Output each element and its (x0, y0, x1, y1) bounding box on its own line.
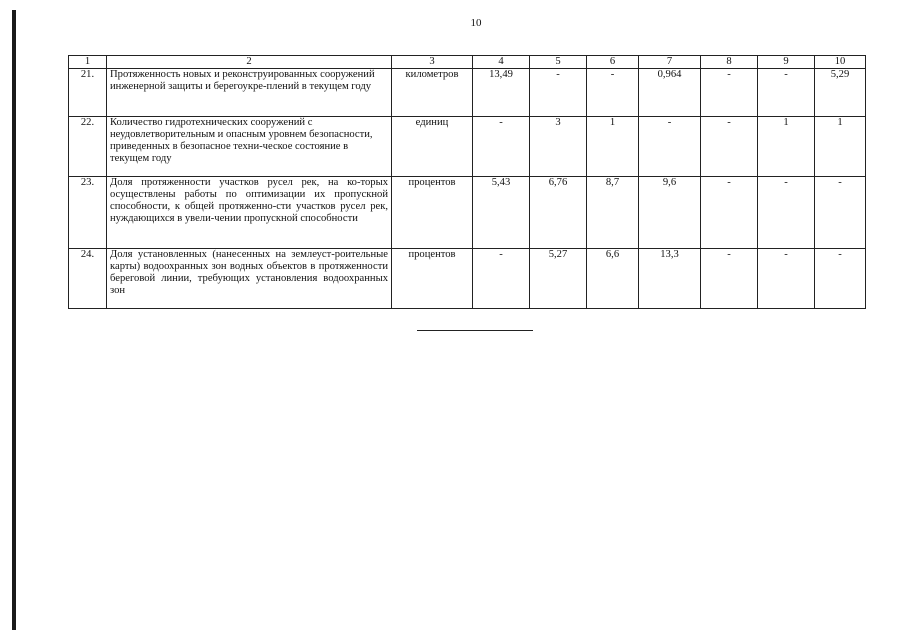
column-header: 8 (701, 56, 758, 69)
indicator-name: Протяженность новых и реконструированных сооружений инженерной защиты и берегоукре-плений в текущем году (107, 69, 392, 117)
row-number: 21. (69, 69, 107, 117)
value-cell: - (701, 117, 758, 177)
value-cell: 13,49 (473, 69, 530, 117)
table-row (69, 69, 866, 117)
column-header: 7 (639, 56, 701, 69)
column-header: 10 (815, 56, 866, 69)
end-divider-line (417, 330, 533, 331)
value-cell: 5,29 (815, 69, 866, 117)
value-cell: 8,7 (587, 177, 639, 249)
value-cell: - (473, 117, 530, 177)
header-row (69, 56, 866, 69)
column-header: 5 (530, 56, 587, 69)
indicator-name: Доля протяженности участков русел рек, на ко-торых осуществлены работы по оптимизации их пропускной способности, к общей протяженно-сти участков русел рек, нуждающихся в увели-чении пропускной способности (107, 177, 392, 249)
value-cell: 3 (530, 117, 587, 177)
value-cell: - (701, 249, 758, 309)
table-row (69, 117, 866, 177)
column-header: 1 (69, 56, 107, 69)
value-cell: - (587, 69, 639, 117)
row-number: 22. (69, 117, 107, 177)
value-cell: 5,43 (473, 177, 530, 249)
value-cell: 13,3 (639, 249, 701, 309)
indicator-name: Доля установленных (нанесенных на землеуст-роительные карты) водоохранных зон водных объектов в протяженности береговой линии, требующих установления водоохранных зон (107, 249, 392, 309)
value-cell: - (758, 177, 815, 249)
value-cell: - (701, 69, 758, 117)
left-margin-bar (12, 10, 16, 630)
column-header: 9 (758, 56, 815, 69)
value-cell: - (758, 69, 815, 117)
value-cell: - (815, 249, 866, 309)
value-cell: - (701, 177, 758, 249)
table-row (69, 249, 866, 309)
value-cell: 6,6 (587, 249, 639, 309)
value-cell: 5,27 (530, 249, 587, 309)
unit-cell: процентов (392, 249, 473, 309)
value-cell: - (639, 117, 701, 177)
value-cell: - (815, 177, 866, 249)
table-row (69, 177, 866, 249)
value-cell: 9,6 (639, 177, 701, 249)
value-cell: - (473, 249, 530, 309)
page-number: 10 (470, 17, 482, 29)
column-header: 6 (587, 56, 639, 69)
unit-cell: процентов (392, 177, 473, 249)
value-cell: - (530, 69, 587, 117)
column-header: 2 (107, 56, 392, 69)
value-cell: 6,76 (530, 177, 587, 249)
row-number: 23. (69, 177, 107, 249)
unit-cell: километров (392, 69, 473, 117)
indicator-name: Количество гидротехнических сооружений с неудовлетворительным и опасным уровнем безопасности, приведенных в безопасное техни-ческое состояние в текущем году (107, 117, 392, 177)
value-cell: 0,964 (639, 69, 701, 117)
value-cell: 1 (587, 117, 639, 177)
value-cell: 1 (815, 117, 866, 177)
column-header: 4 (473, 56, 530, 69)
unit-cell: единиц (392, 117, 473, 177)
row-number: 24. (69, 249, 107, 309)
value-cell: 1 (758, 117, 815, 177)
value-cell: - (758, 249, 815, 309)
indicators-table (68, 55, 866, 309)
column-header: 3 (392, 56, 473, 69)
